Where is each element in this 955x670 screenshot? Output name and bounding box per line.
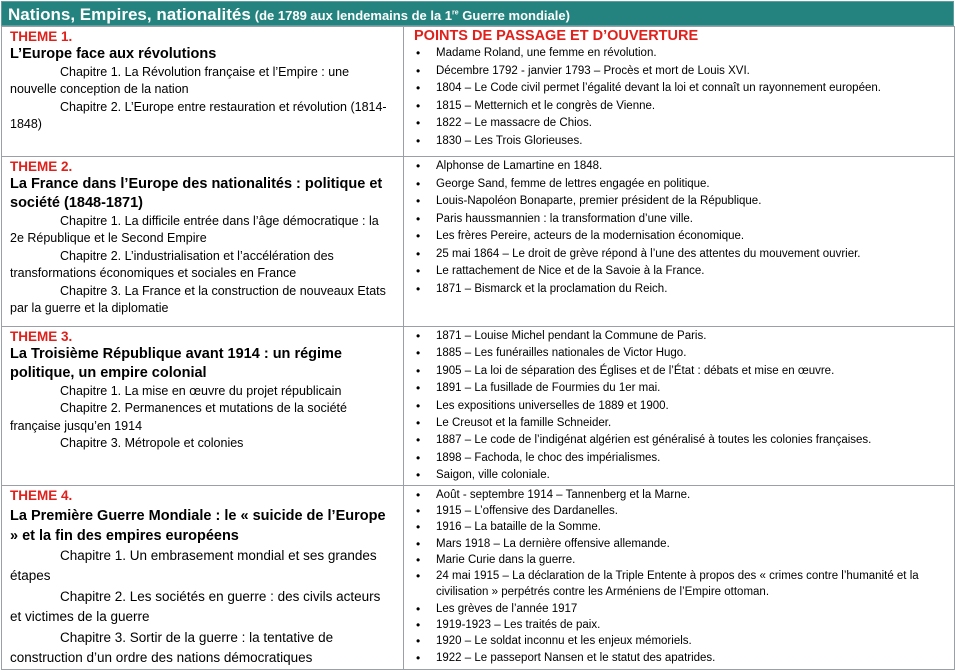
theme-2-label: THEME 2. [10,159,73,174]
point-item: • 1898 – Fachoda, le choc des impérialismes. [414,450,948,467]
theme-3-points-cell [404,327,955,486]
themes-table [1,26,955,670]
theme-row-2 [2,157,955,327]
theme-2-title: La France dans l’Europe des nationalités : politique et société (1848-1871) [10,176,383,211]
point-item: • Alphonse de Lamartine en 1848. [414,158,948,176]
subtitle-end: Guerre mondiale) [458,8,570,23]
point-item: • 1905 – La loi de séparation des Églises et de l’État : débats et mise en œuvre. [414,363,948,380]
theme-4-cell [2,485,404,669]
theme-4-chapter-3: Chapitre 3. Sortir de la guerre : la tentative de construction d’un ordre des nations démocratiques [10,629,334,666]
theme-2-cell [2,157,404,327]
point-item: • Les frères Pereire, acteurs de la modernisation économique. [414,228,948,246]
theme-3-chapter-2: Chapitre 2. Permanences et mutations de la société française jusqu’en 1914 [10,401,347,433]
point-item: • 1871 – Louise Michel pendant la Commune de Paris. [414,328,948,345]
point-item: • Madame Roland, une femme en révolution. [414,45,948,63]
point-item: • 1915 – L’offensive des Dardanelles. [414,503,948,519]
theme-1-label: THEME 1. [10,29,73,44]
point-item: • Le Creusot et la famille Schneider. [414,415,948,432]
theme-1-points-list [414,45,948,151]
point-item: • 1815 – Metternich et le congrès de Vienne. [414,98,948,116]
subtitle-start: (de 1789 aux lendemains de la 1 [254,8,453,23]
page-subtitle [255,8,570,23]
points-heading: POINTS DE PASSAGE ET D’OUVERTURE [414,28,699,44]
point-item: • 1891 – La fusillade de Fourmies du 1er mai. [414,380,948,397]
point-item: • 1822 – Le massacre de Chios. [414,115,948,133]
theme-3-chapter-1: Chapitre 1. La mise en œuvre du projet républicain [60,384,342,398]
theme-1-points-cell [404,27,955,157]
theme-4-title: La Première Guerre Mondiale : le « suicide de l’Europe » et la fin des empires européens [10,507,386,544]
point-item: • George Sand, femme de lettres engagée en politique. [414,176,948,194]
page-title: Nations, Empires, nationalités [8,5,251,24]
theme-3-cell [2,327,404,486]
point-item: • 1919-1923 – Les traités de paix. [414,617,948,633]
theme-3-title: La Troisième République avant 1914 : un régime politique, un empire colonial [10,346,342,381]
point-item: • Saigon, ville coloniale. [414,467,948,484]
theme-2-chapter-3: Chapitre 3. La France et la construction de nouveaux Etats par la guerre et la diplomatie [10,283,386,316]
theme-1-chapter-2: Chapitre 2. L’Europe entre restauration et révolution (1814-1848) [10,99,387,132]
point-item: • 1830 – Les Trois Glorieuses. [414,133,948,151]
point-item: • Le rattachement de Nice et de la Savoie à la France. [414,263,948,281]
point-item: • 1920 – Le soldat inconnu et les enjeux mémoriels. [414,633,948,649]
theme-1-chapter-1: Chapitre 1. La Révolution française et l’Empire : une nouvelle conception de la nation [10,65,350,97]
title-bar [1,1,954,26]
theme-row-4 [2,485,955,669]
point-item: • 25 mai 1864 – Le droit de grève répond à l’une des attentes du mouvement ouvrier. [414,246,948,264]
theme-2-chapter-2: Chapitre 2. L’industrialisation et l’accélération des transformations économiques et sociales en France [10,248,334,281]
point-item: • 1922 – Le passeport Nansen et le statut des apatrides. [414,650,948,666]
theme-row-1 [2,27,955,157]
point-item: • 1885 – Les funérailles nationales de Victor Hugo. [414,345,948,362]
point-item: • 1804 – Le Code civil permet l’égalité devant la loi et connaît un rayonnement européen. [414,80,948,98]
theme-row-3 [2,327,955,486]
point-item: • Les expositions universelles de 1889 et 1900. [414,398,948,415]
point-item: • Louis-Napoléon Bonaparte, premier président de la République. [414,193,948,211]
point-item: • 24 mai 1915 – La déclaration de la Triple Entente à propos des « crimes contre l’humanité et la civilisation » perpétrés contre les Arméniens de l’Empire ottoman. [414,568,948,601]
theme-2-points-cell [404,157,955,327]
point-item: • Paris haussmannien : la transformation d’une ville. [414,211,948,229]
point-item: • Décembre 1792 - janvier 1793 – Procès et mort de Louis XVI. [414,63,948,81]
point-item: • Marie Curie dans la guerre. [414,552,948,568]
theme-4-points-cell [404,485,955,669]
theme-1-cell [2,27,404,157]
point-item: • Août - septembre 1914 – Tannenberg et la Marne. [414,487,948,503]
theme-3-label: THEME 3. [10,329,73,344]
subtitle-superscript: re [452,9,459,17]
point-item: • Les grèves de l’année 1917 [414,601,948,617]
point-item: • 1871 – Bismarck et la proclamation du Reich. [414,281,948,299]
point-item: • Mars 1918 – La dernière offensive allemande. [414,536,948,552]
theme-2-points-list [414,158,948,298]
theme-3-chapter-3: Chapitre 3. Métropole et colonies [60,436,244,451]
theme-4-label: THEME 4. [10,487,73,503]
theme-4-chapter-2: Chapitre 2. Les sociétés en guerre : des civils acteurs et victimes de la guerre [10,588,381,625]
point-item: • 1887 – Le code de l’indigénat algérien est généralisé à toutes les colonies françaises. [414,432,948,449]
point-item: • 1916 – La bataille de la Somme. [414,519,948,535]
theme-1-title: L’Europe face aux révolutions [10,46,217,62]
theme-4-points-list [414,487,948,666]
program-sheet [1,1,954,666]
theme-4-chapter-1: Chapitre 1. Un embrasement mondial et ses grandes étapes [10,547,377,584]
theme-3-points-list [414,328,948,485]
theme-2-chapter-1: Chapitre 1. La difficile entrée dans l’âge démocratique : la 2e République et le Second Empire [10,214,379,246]
